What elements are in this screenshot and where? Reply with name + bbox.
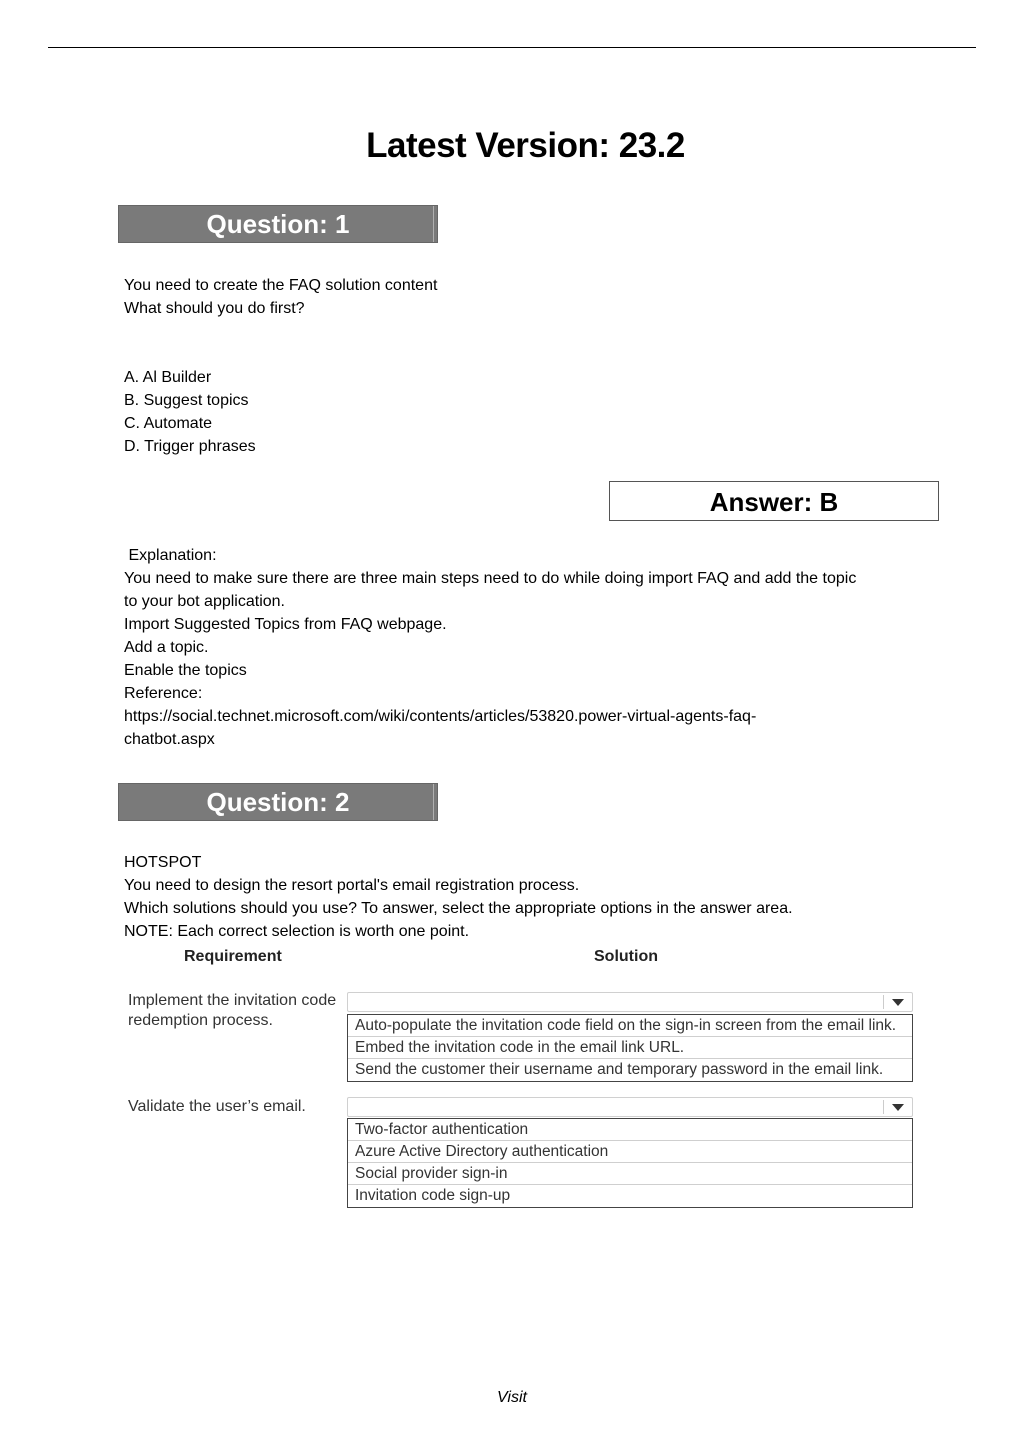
dropdown-separator: [883, 1100, 884, 1114]
explanation-line: Add a topic.: [124, 639, 209, 656]
footer-visit: Visit: [497, 1389, 527, 1406]
solution-option[interactable]: Embed the invitation code in the email link URL.: [348, 1037, 912, 1059]
prompt-line: You need to create the FAQ solution content: [124, 277, 438, 294]
explanation-label: Explanation:: [124, 547, 217, 564]
solution-option[interactable]: Send the customer their username and temporary password in the email link.: [355, 1061, 884, 1078]
question-2-banner: Question: 2: [118, 783, 438, 821]
requirement-2: [128, 1097, 306, 1117]
question-2-prompt: [124, 851, 944, 943]
question-1-options: [124, 366, 944, 458]
explanation-line: Reference:: [124, 685, 203, 702]
prompt-line: Which solutions should you use? To answer, select the appropriate options in the answer area.: [124, 900, 793, 917]
solution-1-options: [347, 1014, 913, 1082]
reference-link: https://social.technet.microsoft.com/wiki/contents/articles/53820.power-virtual-agents-faq-: [124, 708, 757, 725]
prompt-line: HOTSPOT: [124, 854, 202, 871]
chevron-down-icon[interactable]: [892, 1104, 904, 1111]
explanation-line: Import Suggested Topics from FAQ webpage.: [124, 616, 447, 633]
solution-2-dropdown[interactable]: [347, 1097, 913, 1117]
explanation-line: to your bot application.: [124, 593, 285, 610]
prompt-line: What should you do first?: [124, 300, 305, 317]
option-d: D. Trigger phrases: [124, 438, 256, 455]
solution-option[interactable]: Two-factor authentication: [348, 1119, 912, 1141]
option-c: C. Automate: [124, 415, 213, 432]
option-b: B. Suggest topics: [124, 392, 249, 409]
prompt-line: You need to design the resort portal's email registration process.: [124, 877, 580, 894]
dropdown-separator: [883, 995, 884, 1009]
version-title: Latest Version: 23.2: [366, 126, 685, 165]
reference-link: chatbot.aspx: [124, 731, 215, 748]
solution-2-options: [347, 1118, 913, 1208]
explanation-line: Enable the topics: [124, 662, 247, 679]
requirement-header: Requirement: [184, 948, 282, 965]
top-rule: [48, 47, 976, 48]
solution-option[interactable]: Invitation code sign-up: [355, 1187, 511, 1204]
option-a: A. Al Builder: [124, 369, 212, 386]
requirement-line: Implement the invitation code: [128, 992, 337, 1009]
chevron-down-icon[interactable]: [892, 999, 904, 1006]
question-1-prompt: [124, 274, 944, 320]
solution-option[interactable]: Auto-populate the invitation code field on the sign-in screen from the email link.: [348, 1015, 912, 1037]
answer-box: Answer: B: [609, 481, 939, 521]
requirement-line: redemption process.: [128, 1012, 273, 1029]
question-1-banner: Question: 1: [118, 205, 438, 243]
question-1-explanation: [124, 544, 944, 751]
prompt-line: NOTE: Each correct selection is worth one point.: [124, 923, 470, 940]
solution-1-dropdown[interactable]: [347, 992, 913, 1012]
solution-option[interactable]: Social provider sign-in: [348, 1163, 912, 1185]
explanation-line: You need to make sure there are three main steps need to do while doing import FAQ and add the topic: [124, 570, 857, 587]
requirement-1: [128, 991, 336, 1031]
solution-option[interactable]: Azure Active Directory authentication: [348, 1141, 912, 1163]
requirement-line: Validate the user’s email.: [128, 1098, 306, 1115]
solution-header: Solution: [594, 948, 658, 965]
